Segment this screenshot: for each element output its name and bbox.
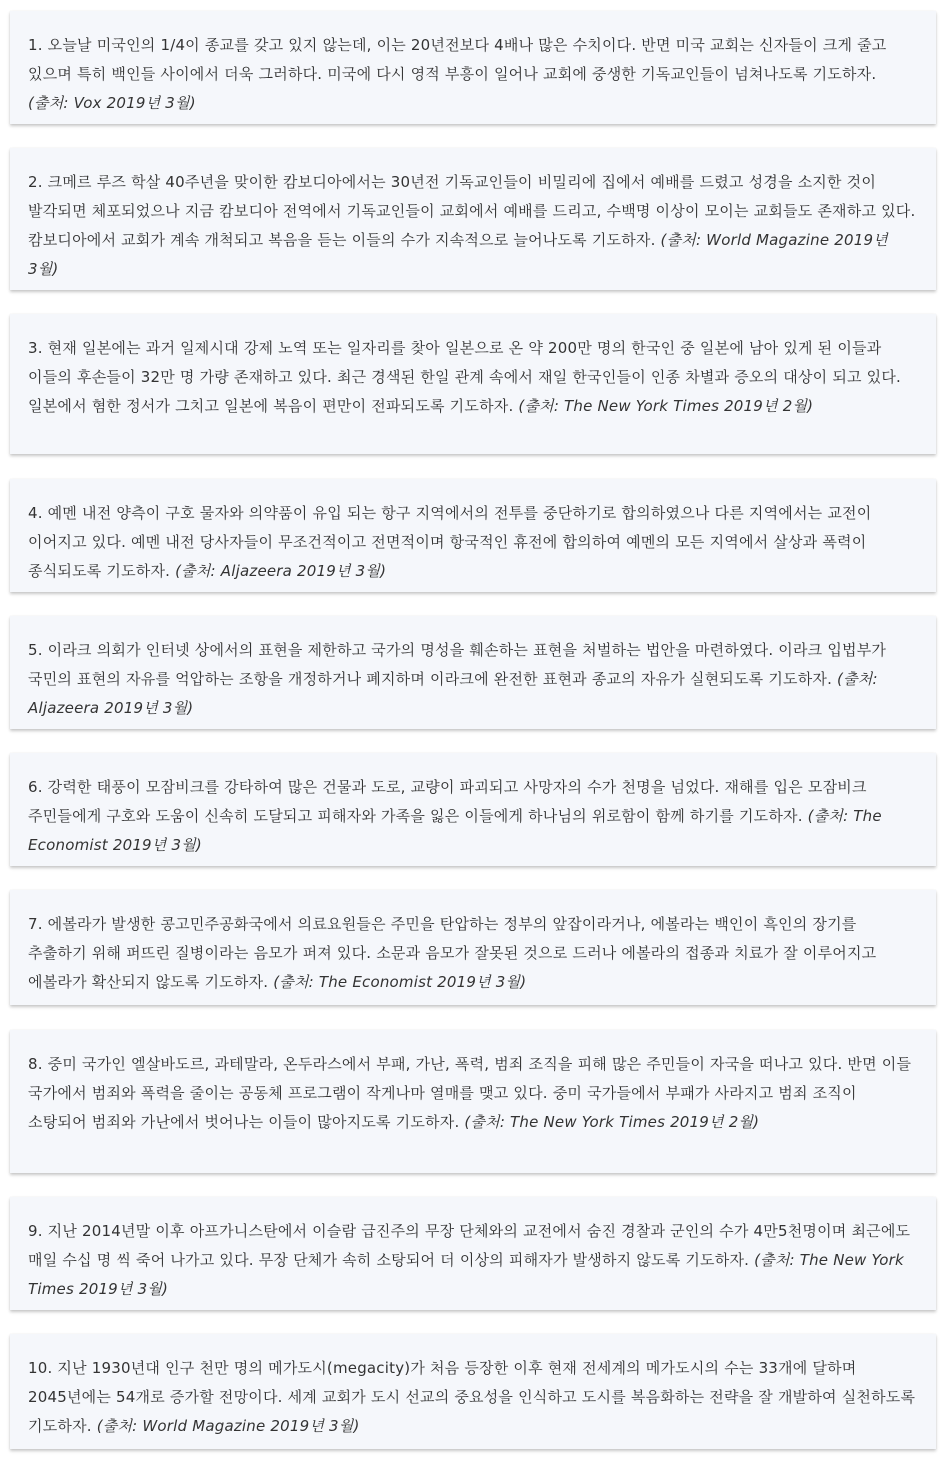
prayer-text: 8. 중미 국가인 엘살바도르, 과테말라, 온두라스에서 부패, 가난, 폭력, 범죄 조직을 피해 많은 주민들이 자국을 떠나고 있다. 반면 이들 국가에서 범죄와 폭력을 줄이는 공동체 프로그램이 작게나마 열매를 맺고 있다. 중미 국가들에서 부패가 사라지고 범죄 조직이 소탕되어 범죄와 가난에서 벗어나는 이들이 많아지도록 기도하자. (출처: The New York Times 2019년 2월) [28,1055,912,1131]
prayer-text: 5. 이라크 의회가 인터넷 상에서의 표현을 제한하고 국가의 명성을 훼손하는 표현을 처벌하는 법안을 마련하였다. 이라크 입법부가 국민의 표현의 자유를 억압하는 조항을 개정하거나 폐지하며 이라크에 완전한 표현과 종교의 자유가 실현되도록 기도하자. (출처: Aljazeera 2019년 3월) [28,641,887,717]
prayer-card-8 [10,1030,936,1173]
source-citation: (출처: The New York Times 2019년 3월) [28,1251,904,1298]
prayer-card-10 [10,1334,936,1449]
prayer-text: 9. 지난 2014년말 이후 아프가니스탄에서 이슬람 급진주의 무장 단체와의 교전에서 숨진 경찰과 군인의 수가 4만5천명이며 최근에도 매일 수십 명 씩 죽어 나가고 있다. 무장 단체가 속히 소탕되어 더 이상의 피해자가 발생하지 않도록 기도하자. (출처: The New York Times 2019년 3월) [28,1222,911,1298]
source-citation: (출처: The Economist 2019년 3월) [273,973,527,991]
prayer-text: 6. 강력한 태풍이 모잠비크를 강타하여 많은 건물과 도로, 교량이 파괴되고 사망자의 수가 천명을 넘었다. 재해를 입은 모잠비크 주민들에게 구호와 도움이 신속히 도달되고 피해자와 가족을 잃은 이들에게 하나님의 위로함이 함께 하기를 기도하자. (출처: The Economist 2019년 3월) [28,778,882,854]
prayer-text: 2. 크메르 루즈 학살 40주년을 맞이한 캄보디아에서는 30년전 기독교인들이 비밀리에 집에서 예배를 드렸고 성경을 소지한 것이 발각되면 체포되었으나 지금 캄보디아 전역에서 기독교인들이 교회에서 예배를 드리고, 수백명 이상이 모이는 교회들도 존재하고 있다. 캄보디아에서 교회가 계속 개척되고 복음을 듣는 이들의 수가 지속적으로 늘어나도록 기도하자. (출처: World Magazine 2019년 3월) [28,173,916,278]
source-citation: (출처: The New York Times 2019년 2월) [518,397,814,415]
source-citation: (출처: Vox 2019년 3월) [28,94,196,112]
prayer-text: 7. 에볼라가 발생한 콩고민주공화국에서 의료요원들은 주민을 탄압하는 정부의 앞잡이라거나, 에볼라는 백인이 흑인의 장기를 추출하기 위해 퍼뜨린 질병이라는 음모가 퍼져 있다. 소문과 음모가 잘못된 것으로 드러나 에볼라의 접종과 치료가 잘 이루어지고 에볼라가 확산되지 않도록 기도하자. (출처: The Economist 2019년 3월) [28,915,877,991]
source-citation: (출처: Aljazeera 2019년 3월) [28,670,878,717]
prayer-card-4 [10,479,936,592]
prayer-text: 10. 지난 1930년대 인구 천만 명의 메가도시(megacity)가 처음 등장한 이후 현재 전세계의 메가도시의 수는 33개에 달하며 2045년에는 54개로 증가할 전망이다. 세계 교회가 도시 선교의 중요성을 인식하고 도시를 복음화하는 전략을 잘 개발하여 실천하도록 기도하자. (출처: World Magazine 2019년 3월) [28,1359,916,1435]
source-citation: (출처: World Magazine 2019년 3월) [28,231,888,278]
prayer-text: 4. 예멘 내전 양측이 구호 물자와 의약품이 유입 되는 항구 지역에서의 전투를 중단하기로 합의하였으나 다른 지역에서는 교전이 이어지고 있다. 예멘 내전 당사자들이 무조건적이고 전면적이며 항국적인 휴전에 합의하여 예멘의 모든 지역에서 살상과 폭력이 종식되도록 기도하자. (출처: Aljazeera 2019년 3월) [28,504,872,580]
source-citation: (출처: Aljazeera 2019년 3월) [175,562,387,580]
source-citation: (출처: The Economist 2019년 3월) [28,807,882,854]
prayer-text: 1. 오늘날 미국인의 1/4이 종교를 갖고 있지 않는데, 이는 20년전보다 4배나 많은 수치이다. 반면 미국 교회는 신자들이 크게 줄고 있으며 특히 백인들 사이에서 더욱 그러하다. 미국에 다시 영적 부흥이 일어나 교회에 중생한 기독교인들이 넘쳐나도록 기도하자. (출처: Vox 2019년 3월) [28,36,887,112]
prayer-card-3 [10,314,936,454]
prayer-card-1 [10,11,936,124]
prayer-card-2 [10,148,936,290]
prayer-card-6 [10,753,936,866]
source-citation: (출처: World Magazine 2019년 3월) [96,1417,360,1435]
prayer-card-7 [10,890,936,1005]
prayer-text: 3. 현재 일본에는 과거 일제시대 강제 노역 또는 일자리를 찾아 일본으로 온 약 200만 명의 한국인 중 일본에 남아 있게 된 이들과 이들의 후손들이 32만 명 가량 존재하고 있다. 최근 경색된 한일 관계 속에서 재일 한국인들이 인종 차별과 증오의 대상이 되고 있다. 일본에서 혐한 정서가 그치고 일본에 복음이 편만이 전파되도록 기도하자. (출처: The New York Times 2019년 2월) [28,339,902,415]
source-citation: (출처: The New York Times 2019년 2월) [464,1113,760,1131]
prayer-card-9 [10,1197,936,1310]
prayer-card-5 [10,616,936,729]
